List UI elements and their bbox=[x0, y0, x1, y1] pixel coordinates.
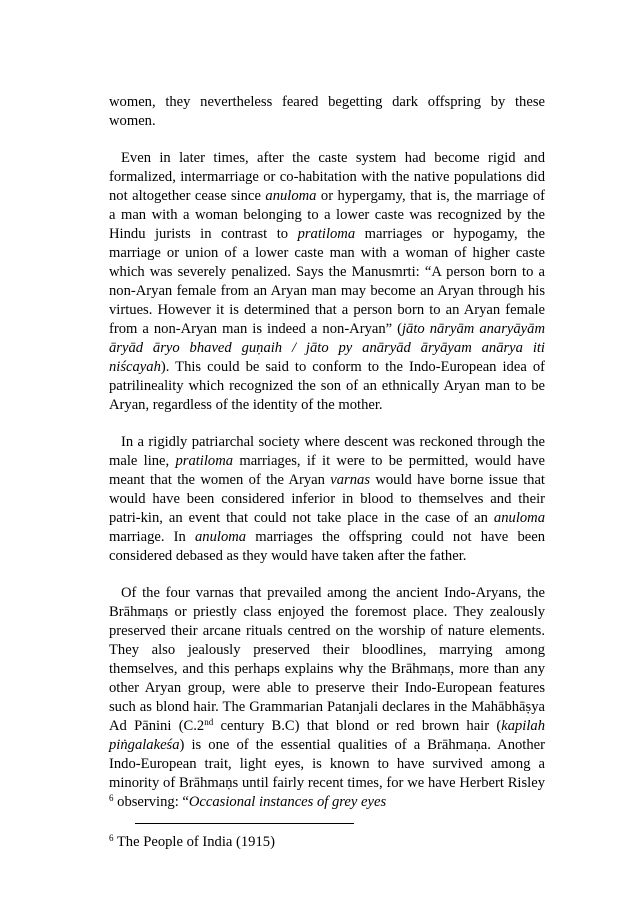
text-segment: Even in later times, after the caste system had become rigid and formalized, intermarriage or co-habitation with the native populations did not altogether cease since bbox=[109, 150, 545, 204]
italic-text: anuloma bbox=[265, 188, 317, 204]
text-segment: marriages or hypogamy, the marriage or union of a lower caste man with a woman of higher caste which was severely penalized. Says the Manusmrti: “A person born to a non-Aryan female from an Aryan man may become an Aryan through his virtues. However it is determined that a person born to an Aryan female from a non-Aryan man is indeed a non-Aryan” ( bbox=[109, 226, 545, 337]
text-segment: ). This could be said to conform to the Indo-European idea of patrilineality which recognized the son of an ethnically Aryan man to be Aryan, regardless of the identity of the mother. bbox=[109, 359, 545, 413]
text-segment: ) is one of the essential qualities of a Brāhmaṇa. Another Indo-European trait, light eyes, is known to have survived among a minority of Brāhmaṇs until fairly recent times, for we have Herbert Risley bbox=[109, 737, 545, 791]
text-segment: In a rigidly patriarchal society where descent was reckoned through the male line, bbox=[109, 434, 545, 469]
text-segment: century B.C) that blond or red brown hair ( bbox=[213, 718, 502, 734]
footnote-separator bbox=[135, 823, 354, 824]
text-segment: marriages the offspring could not have been considered debased as they would have taken after the father. bbox=[109, 529, 545, 564]
italic-text: jāto nāryām anaryāyām āryād āryo bhaved guṇaih / jāto py anāryād āryāyam anārya iti niścayah bbox=[109, 321, 545, 375]
text-segment: marriages, if it were to be permitted, would have meant that the women of the Aryan bbox=[109, 453, 545, 488]
footnote-text: The People of India (1915) bbox=[113, 834, 275, 850]
paragraph bbox=[109, 149, 545, 415]
italic-text: kapilah piṅgalakeśa bbox=[109, 718, 546, 753]
superscript: nd bbox=[204, 717, 214, 727]
footnote bbox=[109, 833, 275, 852]
text-segment: women, they nevertheless feared begetting dark offspring by these women. bbox=[109, 94, 545, 129]
italic-text: Occasional instances of grey eyes bbox=[188, 794, 387, 810]
text-segment: or hypergamy, that is, the marriage of a man with a woman belonging to a lower caste was recognized by the Hindu jurists in contrast to bbox=[109, 188, 545, 242]
italic-text: pratiloma bbox=[297, 226, 356, 242]
paragraph bbox=[109, 93, 545, 131]
document-body bbox=[109, 93, 545, 830]
superscript: 6 bbox=[109, 793, 114, 803]
italic-text: varnas bbox=[330, 472, 371, 488]
italic-text: pratiloma bbox=[175, 453, 234, 469]
text-segment: would have borne issue that would have been considered inferior in blood to themselves and their patri-kin, an event that could not take place in the case of an bbox=[109, 472, 545, 526]
footnote-marker: 6 bbox=[109, 833, 114, 843]
text-segment: observing: “ bbox=[113, 794, 189, 810]
text-segment: marriage. In bbox=[109, 529, 195, 545]
text-segment: Of the four varnas that prevailed among the ancient Indo-Aryans, the Brāhmaṇs or priestly class enjoyed the foremost place. They zealously preserved their arcane rituals centred on the worship of nature elements. They also jealously preserved their bloodlines, marrying among themselves, and this perhaps explains why the Brāhmaṇs, more than any other Aryan group, were able to preserve their Indo-European features such as blond hair. The Grammarian Patanjali declares in the Mahābhāṣya Ad Pānini (C.2 bbox=[109, 585, 545, 734]
italic-text: anuloma bbox=[195, 529, 247, 545]
paragraph bbox=[109, 584, 545, 812]
paragraph bbox=[109, 433, 545, 566]
italic-text: anuloma bbox=[493, 510, 545, 526]
